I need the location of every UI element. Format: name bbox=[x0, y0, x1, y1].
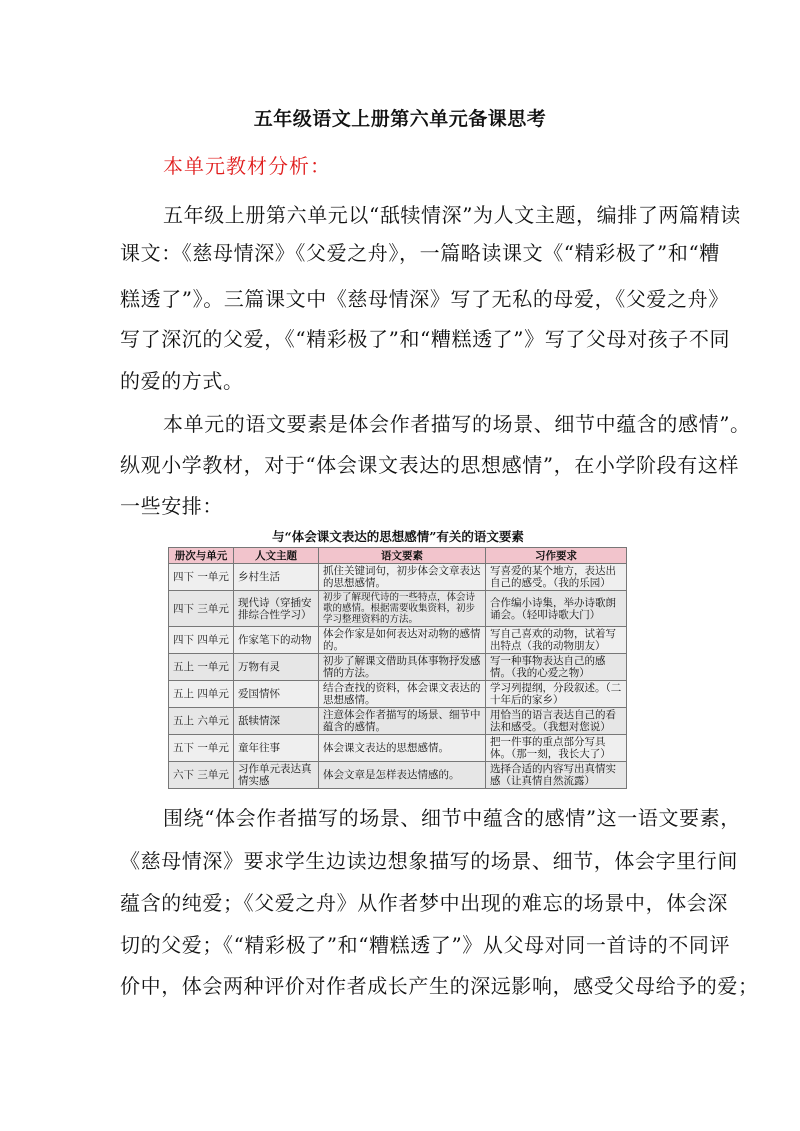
table-cell: 四下 四单元 bbox=[169, 627, 234, 654]
column-header: 人文主题 bbox=[234, 548, 319, 564]
table-cell: 写喜爱的某个地方，表达出自己的感受。（我的乐园） bbox=[486, 564, 627, 591]
table-caption: 与“体会课文表达的思想感情”有关的语文要素 bbox=[272, 529, 524, 544]
table-cell: 初步了解现代诗的一些特点，体会诗歌的感情。根据需要收集资料，初步学习整理资料的方法。 bbox=[319, 591, 486, 627]
table-cell: 把一件事的重点部分写具体。（那一刻，我长大了） bbox=[486, 735, 627, 762]
table-cell: 乡村生活 bbox=[234, 564, 319, 591]
column-header: 习作要求 bbox=[486, 548, 627, 564]
table-cell: 四下 一单元 bbox=[169, 564, 234, 591]
table-row bbox=[169, 564, 627, 591]
paragraph-line: 切的父爱；《“精彩极了”和“糟糕透了”》从父母对同一首诗的不同评 bbox=[120, 933, 731, 957]
paragraph-line: 价中，体会两种评价对作者成长产生的深远影响，感受父母给予的爱； bbox=[120, 974, 759, 998]
paragraph-line: 课文：《慈母情深》《父爱之舟》，一篇略读课文《“精彩极了”和“糟 bbox=[120, 241, 720, 265]
table-cell: 五上 六单元 bbox=[169, 708, 234, 735]
table-cell: 六下 三单元 bbox=[169, 762, 234, 789]
table-cell: 现代诗（穿插安排综合性学习） bbox=[234, 591, 319, 627]
table-cell: 抓住关键词句，初步体会文章表达的思想感情。 bbox=[319, 564, 486, 591]
table-cell: 习作单元表达真情实感 bbox=[234, 762, 319, 789]
table-row bbox=[169, 627, 627, 654]
table-cell: 体会作家是如何表达对动物的感情的。 bbox=[319, 627, 486, 654]
column-header: 语文要素 bbox=[319, 548, 486, 564]
table-cell: 写自己喜欢的动物，试着写出特点（我的动物朋友） bbox=[486, 627, 627, 654]
table-row bbox=[169, 654, 627, 681]
page-title: 五年级语文上册第六单元备课思考 bbox=[253, 108, 547, 130]
table-cell: 舐犊情深 bbox=[234, 708, 319, 735]
paragraph-line: 《慈母情深》要求学生边读边想象描写的场景、细节，体会字里行间 bbox=[120, 849, 738, 873]
table-cell: 童年往事 bbox=[234, 735, 319, 762]
paragraph-line: 蕴含的纯爱；《父爱之舟》从作者梦中出现的难忘的场景中，体会深 bbox=[120, 891, 728, 915]
table-cell: 五上 四单元 bbox=[169, 681, 234, 708]
paragraph-line: 五年级上册第六单元以“舐犊情深”为人文主题，编排了两篇精读 bbox=[163, 203, 741, 227]
table-header-row bbox=[169, 548, 627, 564]
paragraph-line: 的爱的方式。 bbox=[120, 369, 244, 393]
column-header: 册次与单元 bbox=[169, 548, 234, 564]
table-cell: 注意体会作者描写的场景、细节中蕴含的感情。 bbox=[319, 708, 486, 735]
table-row bbox=[169, 735, 627, 762]
section-heading: 本单元教材分析： bbox=[163, 154, 331, 178]
table-cell: 写一种事物表达自己的感情。（我的心爱之物） bbox=[486, 654, 627, 681]
table-cell: 结合查找的资料，体会课文表达的思想感情。 bbox=[319, 681, 486, 708]
paragraph-line: 一些安排： bbox=[120, 494, 223, 518]
table-row bbox=[169, 762, 627, 789]
language-elements-table bbox=[168, 547, 627, 789]
table-cell: 初步了解课文借助具体事物抒发感情的方法。 bbox=[319, 654, 486, 681]
table-row bbox=[169, 591, 627, 627]
table-cell: 体会文章是怎样表达情感的。 bbox=[319, 762, 486, 789]
table-cell: 爱国情怀 bbox=[234, 681, 319, 708]
table-cell: 万物有灵 bbox=[234, 654, 319, 681]
table-row bbox=[169, 681, 627, 708]
table-cell: 五下 一单元 bbox=[169, 735, 234, 762]
table-cell: 用恰当的语言表达自己的看法和感受。（我想对您说） bbox=[486, 708, 627, 735]
table-cell: 选择合适的内容写出真情实感（让真情自然流露） bbox=[486, 762, 627, 789]
table-cell: 五上 一单元 bbox=[169, 654, 234, 681]
table-row bbox=[169, 708, 627, 735]
paragraph-line: 糕透了”》。三篇课文中《慈母情深》写了无私的母爱，《父爱之舟》 bbox=[120, 287, 729, 311]
table-cell: 作家笔下的动物 bbox=[234, 627, 319, 654]
table-cell: 合作编小诗集，举办诗歌朗诵会。（轻叩诗歌大门） bbox=[486, 591, 627, 627]
paragraph-line: 写了深沉的父爱，《“精彩极了”和“糟糕透了”》写了父母对孩子不同 bbox=[120, 327, 731, 351]
table-cell: 四下 三单元 bbox=[169, 591, 234, 627]
table-cell: 学习列提纲，分段叙述。（二十年后的家乡） bbox=[486, 681, 627, 708]
paragraph-line: 围绕“体会作者描写的场景、细节中蕴含的感情”这一语文要素， bbox=[163, 806, 741, 830]
paragraph-line: 纵观小学教材，对于“体会课文表达的思想感情”，在小学阶段有这样 bbox=[120, 453, 740, 477]
paragraph-line: 本单元的语文要素是体会作者描写的场景、细节中蕴含的感情”。 bbox=[163, 412, 751, 436]
table-cell: 体会课文表达的思想感情。 bbox=[319, 735, 486, 762]
